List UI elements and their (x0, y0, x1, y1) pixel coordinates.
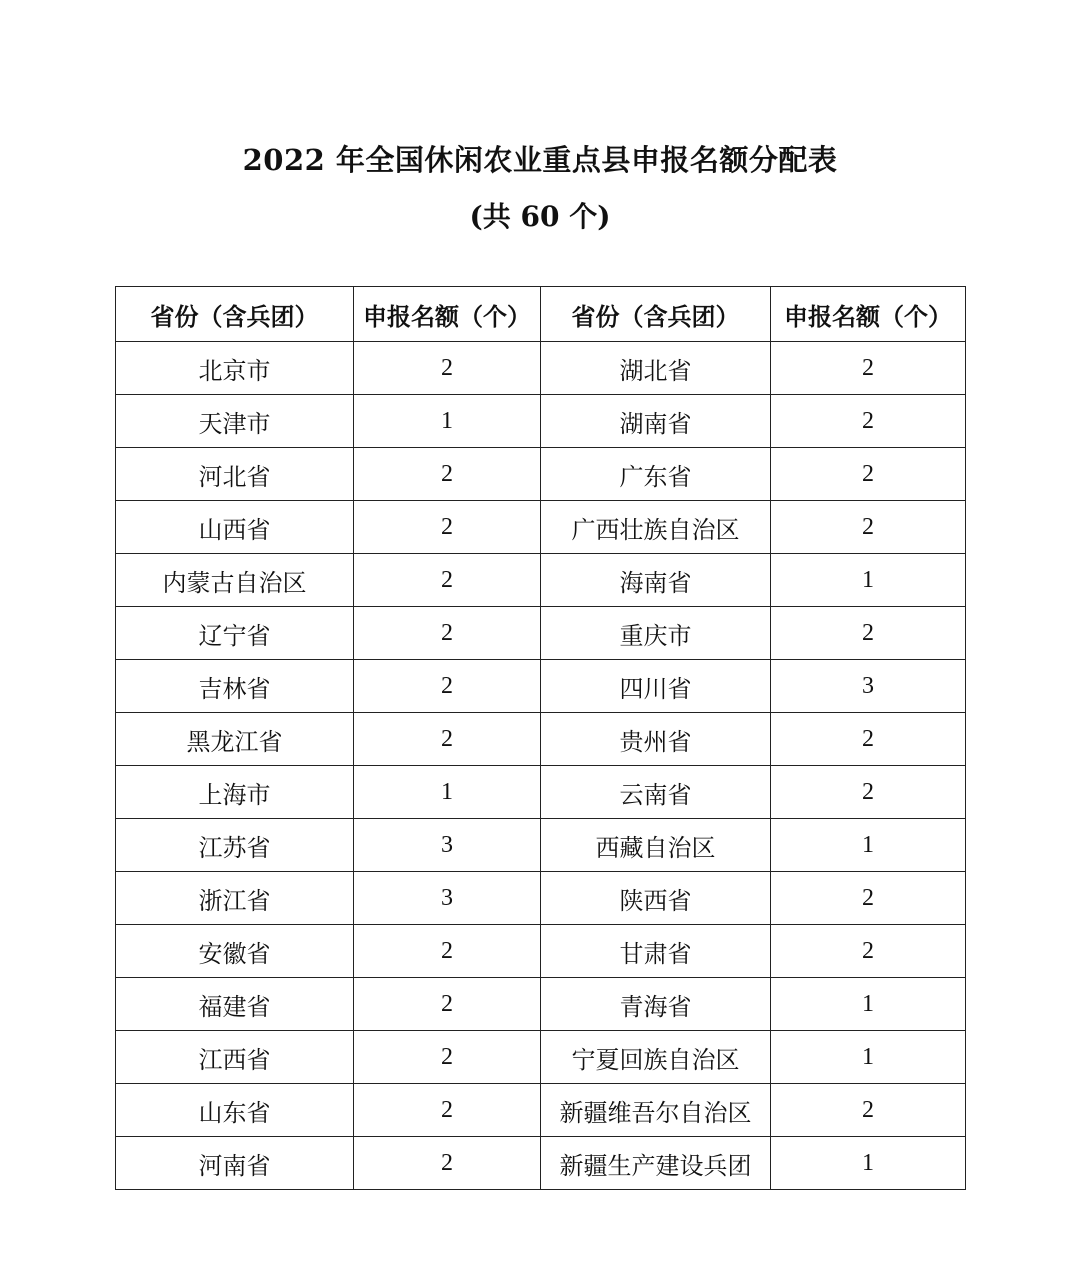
header-province-left: 省份（含兵团） (116, 287, 354, 342)
province-cell: 宁夏回族自治区 (541, 1031, 771, 1084)
quota-cell: 2 (354, 1031, 541, 1084)
quota-cell: 2 (354, 607, 541, 660)
table-row (116, 660, 966, 713)
quota-cell: 2 (771, 766, 966, 819)
province-cell: 山东省 (116, 1084, 354, 1137)
province-cell: 广西壮族自治区 (541, 501, 771, 554)
quota-cell: 1 (354, 766, 541, 819)
table-row (116, 554, 966, 607)
quota-cell: 2 (354, 448, 541, 501)
province-cell: 海南省 (541, 554, 771, 607)
province-cell: 云南省 (541, 766, 771, 819)
quota-table (115, 286, 966, 1190)
quota-cell: 1 (771, 819, 966, 872)
table-row (116, 766, 966, 819)
quota-cell: 2 (354, 978, 541, 1031)
quota-cell: 2 (354, 925, 541, 978)
quota-cell: 2 (771, 395, 966, 448)
header-quota-right: 申报名额（个） (771, 287, 966, 342)
table-row (116, 1084, 966, 1137)
province-cell: 黑龙江省 (116, 713, 354, 766)
quota-cell: 2 (771, 607, 966, 660)
quota-cell: 2 (771, 925, 966, 978)
header-quota-left: 申报名额（个） (354, 287, 541, 342)
province-cell: 山西省 (116, 501, 354, 554)
quota-cell: 2 (354, 501, 541, 554)
province-cell: 贵州省 (541, 713, 771, 766)
quota-cell: 1 (771, 1031, 966, 1084)
province-cell: 新疆维吾尔自治区 (541, 1084, 771, 1137)
header-province-right: 省份（含兵团） (541, 287, 771, 342)
document-subtitle: (共 60 个) (469, 200, 611, 233)
province-cell: 上海市 (116, 766, 354, 819)
table-row (116, 1137, 966, 1190)
quota-cell: 1 (771, 554, 966, 607)
quota-cell: 3 (771, 660, 966, 713)
province-cell: 广东省 (541, 448, 771, 501)
quota-cell: 2 (354, 342, 541, 395)
province-cell: 江西省 (116, 1031, 354, 1084)
province-cell: 浙江省 (116, 872, 354, 925)
table-row (116, 819, 966, 872)
province-cell: 安徽省 (116, 925, 354, 978)
table-row (116, 1031, 966, 1084)
province-cell: 江苏省 (116, 819, 354, 872)
quota-cell: 2 (771, 448, 966, 501)
table-row (116, 925, 966, 978)
province-cell: 重庆市 (541, 607, 771, 660)
province-cell: 福建省 (116, 978, 354, 1031)
quota-cell: 2 (771, 1084, 966, 1137)
document-title: 2022 年全国休闲农业重点县申报名额分配表 (242, 143, 838, 177)
table-row (116, 395, 966, 448)
quota-cell: 1 (354, 395, 541, 448)
province-cell: 辽宁省 (116, 607, 354, 660)
quota-cell: 2 (354, 660, 541, 713)
table-row (116, 342, 966, 395)
quota-cell: 3 (354, 819, 541, 872)
table-header-row (116, 287, 966, 342)
quota-cell: 2 (771, 501, 966, 554)
province-cell: 湖南省 (541, 395, 771, 448)
province-cell: 河北省 (116, 448, 354, 501)
table-row (116, 607, 966, 660)
province-cell: 北京市 (116, 342, 354, 395)
quota-cell: 2 (354, 1084, 541, 1137)
province-cell: 青海省 (541, 978, 771, 1031)
table-row (116, 501, 966, 554)
table-row (116, 872, 966, 925)
table-row (116, 978, 966, 1031)
province-cell: 西藏自治区 (541, 819, 771, 872)
province-cell: 新疆生产建设兵团 (541, 1137, 771, 1190)
province-cell: 天津市 (116, 395, 354, 448)
quota-cell: 2 (771, 713, 966, 766)
table-row (116, 713, 966, 766)
province-cell: 吉林省 (116, 660, 354, 713)
quota-cell: 3 (354, 872, 541, 925)
table-row (116, 448, 966, 501)
province-cell: 陕西省 (541, 872, 771, 925)
province-cell: 河南省 (116, 1137, 354, 1190)
province-cell: 内蒙古自治区 (116, 554, 354, 607)
quota-cell: 2 (354, 1137, 541, 1190)
quota-cell: 2 (354, 713, 541, 766)
province-cell: 四川省 (541, 660, 771, 713)
quota-cell: 1 (771, 978, 966, 1031)
quota-cell: 2 (771, 342, 966, 395)
quota-cell: 2 (771, 872, 966, 925)
quota-cell: 2 (354, 554, 541, 607)
province-cell: 湖北省 (541, 342, 771, 395)
quota-cell: 1 (771, 1137, 966, 1190)
province-cell: 甘肃省 (541, 925, 771, 978)
